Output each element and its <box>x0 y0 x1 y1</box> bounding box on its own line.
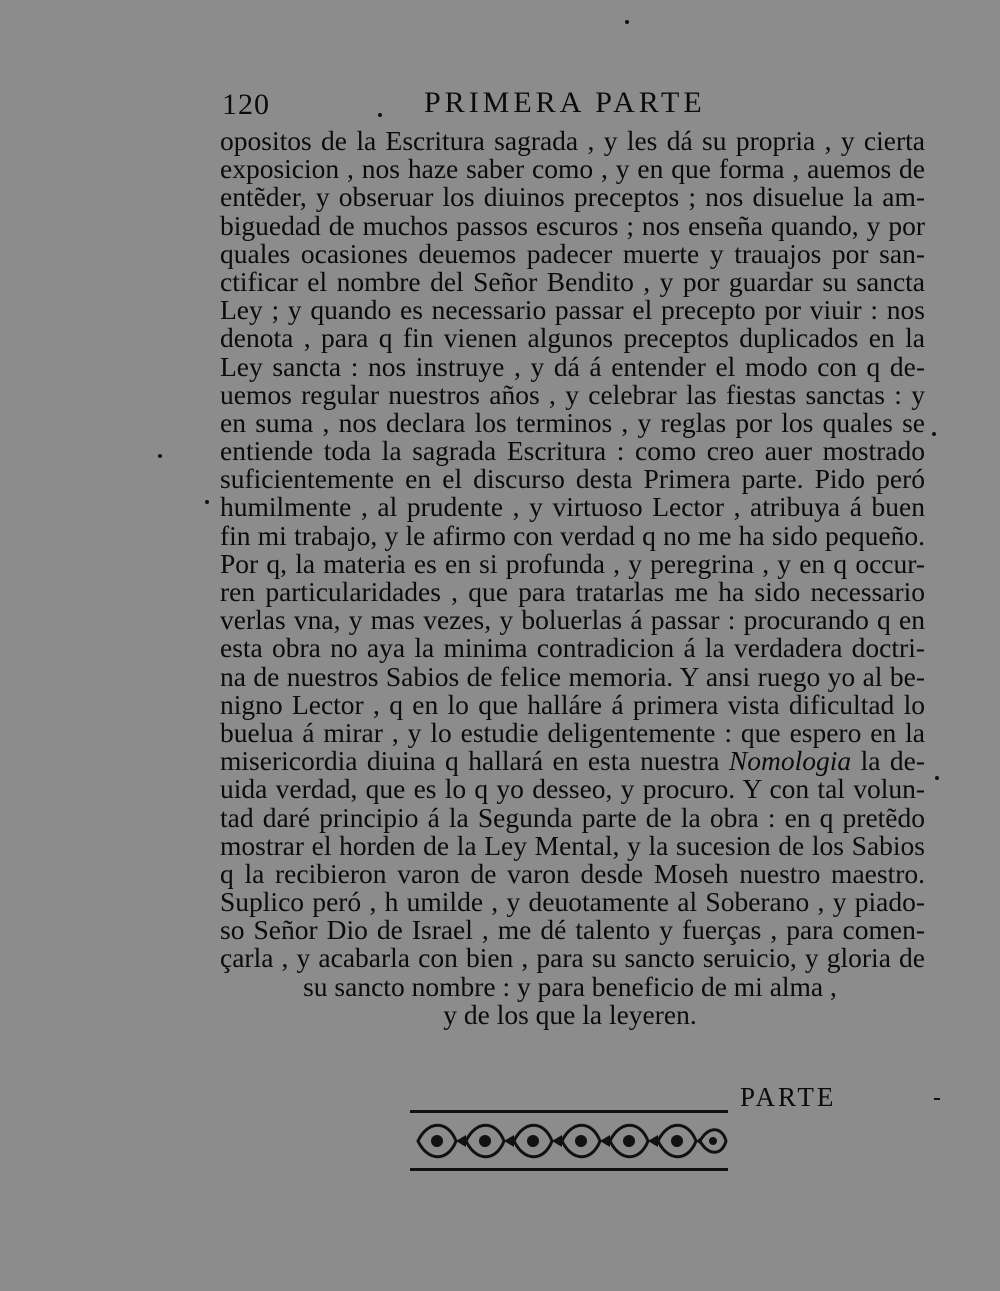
italic-word: Nomologia <box>728 745 852 777</box>
text-line: Por q, la materia es en si profunda , y peregrina , y en q occur- <box>220 547 925 579</box>
printers-ornament-icon <box>408 1108 730 1174</box>
text-line: fin mi trabajo, y le afirmo con verdad q no me ha sido pequeño. <box>220 519 925 551</box>
text-fragment: misericordia diuina q hallará en esta nuestra <box>220 745 720 777</box>
print-speck <box>935 776 939 780</box>
print-speck <box>158 454 162 458</box>
page-number: 120 <box>222 88 270 121</box>
print-speck <box>934 1098 940 1100</box>
text-line: Ley ; y quando es necessario passar el precepto por viuir : nos <box>220 294 925 326</box>
text-line: nigno Lector , q en lo que halláre á primera vista dificultad lo <box>220 688 925 720</box>
text-line: Suplico peró , h umilde , y deuotamente al Soberano , y piado- <box>220 886 925 918</box>
text-line: entẽder, y obseruar los diuinos preceptos ; nos disuelue la am- <box>220 181 925 213</box>
text-line: verlas vna, y mas vezes, y boluerlas á passar : procurando q en <box>220 604 925 636</box>
text-line-with-italic <box>220 747 925 775</box>
text-line: entiende toda la sagrada Escritura : como creo auer mostrado <box>220 435 925 467</box>
print-speck <box>932 432 936 436</box>
text-line: çarla , y acabarla con bien , para su sancto seruicio, y gloria de <box>220 942 925 974</box>
text-line: denota , para q fin vienen algunos preceptos duplicados en la <box>220 322 925 354</box>
text-line: esta obra no aya la minima contradicion á la verdadera doctri- <box>220 632 925 664</box>
text-line: quales ocasiones deuemos padecer muerte y trauajos por san- <box>220 237 925 269</box>
text-line: so Señor Dio de Israel , me dé talento y fuerças , para comen- <box>220 914 925 946</box>
text-fragment: la de- <box>860 745 925 777</box>
body-text <box>220 127 925 1029</box>
text-line: mostrar el horden de la Ley Mental, y la sucesion de los Sabios <box>220 829 925 861</box>
text-line: tad daré principio á la Segunda parte de la obra : en q pretẽdo <box>220 801 925 833</box>
page-header <box>222 86 742 126</box>
text-line: na de nuestros Sabios de felice memoria. Y ansi ruego yo al be- <box>220 660 925 692</box>
text-line: suficientemente en el discurso desta Primera parte. Pido peró <box>220 463 925 495</box>
catchword: PARTE <box>740 1082 837 1112</box>
text-line: opositos de la Escritura sagrada , y les dá su propria , y cierta <box>220 125 925 156</box>
text-line: su sancto nombre : y para beneficio de mi alma , <box>303 970 837 1002</box>
print-speck <box>378 113 382 117</box>
text-line: en suma , nos declara los terminos , y reglas por los quales se <box>220 406 925 438</box>
print-speck <box>205 500 209 504</box>
text-line: y de los que la leyeren. <box>443 998 697 1030</box>
text-line: ren particularidades , que para tratarlas me ha sido necessario <box>220 576 925 607</box>
print-speck <box>625 20 629 24</box>
text-line: biguedad de muchos passos escuros ; nos enseña quando, y por <box>220 209 925 241</box>
text-line: uida verdad, que es lo q yo desseo, y procuro. Y con tal volun- <box>220 773 925 805</box>
text-line: ctificar el nombre del Señor Bendito , y por guardar su sancta <box>220 265 925 297</box>
text-line: exposicion , nos haze saber como , y en que forma , auemos de <box>220 153 925 185</box>
text-line: buelua á mirar , y lo estudie deligentemente : que espero en la <box>220 716 925 748</box>
text-line: humilmente , al prudente , y virtuoso Lector , atribuya á buen <box>220 491 925 523</box>
text-line: q la recibieron varon de varon desde Moseh nuestro maestro. <box>220 857 925 889</box>
text-line: uemos regular nuestros años , y celebrar las fiestas sanctas : y <box>220 378 925 410</box>
text-line: Ley sancta : nos instruye , y dá á entender el modo con q de- <box>220 350 925 382</box>
running-head: PRIMERA PARTE <box>424 86 706 119</box>
